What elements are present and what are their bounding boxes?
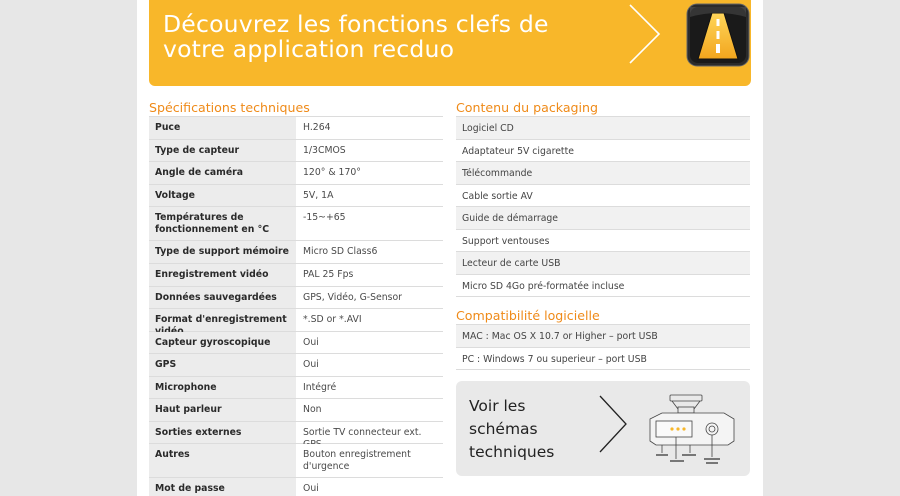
spec-label: Mot de passe [149, 478, 296, 496]
list-item: Guide de démarrage [456, 206, 750, 229]
list-item: Logiciel CD [456, 116, 750, 139]
specs-title: Spécifications techniques [149, 100, 310, 115]
page-content [137, 0, 763, 496]
spec-label: Autres [149, 444, 296, 477]
dashcam-schematic-image [642, 391, 742, 469]
spec-value: PAL 25 Fps [296, 264, 443, 286]
list-item: Télécommande [456, 161, 750, 184]
table-row [149, 240, 443, 263]
schemas-link[interactable] [456, 381, 750, 476]
table-row [149, 206, 443, 240]
banner-title-line-1: Découvrez les fonctions clefs de [163, 10, 549, 38]
spec-value: Oui [296, 332, 443, 354]
spec-label: Format d'enregistrement [149, 309, 296, 331]
compat-title: Compatibilité logicielle [456, 308, 600, 323]
spec-label: Voltage [149, 185, 296, 207]
table-row [149, 443, 443, 477]
list-item: Support ventouses [456, 229, 750, 252]
list-item: PC : Windows 7 ou superieur – port USB [456, 347, 750, 370]
table-row [149, 161, 443, 184]
spec-label: Températures de fonctionnement en °C [149, 207, 296, 240]
table-row [149, 116, 443, 139]
schemas-line-1: Voir les [469, 397, 526, 415]
spec-value: Non [296, 399, 443, 421]
schemas-line-3: techniques [469, 443, 555, 461]
spec-label: Données sauvegardées [149, 287, 296, 309]
table-row [149, 421, 443, 444]
table-row [149, 331, 443, 354]
table-row [149, 286, 443, 309]
table-row [149, 184, 443, 207]
spec-label: Enregistrement vidéo [149, 264, 296, 286]
compat-list [456, 324, 750, 370]
spec-value: GPS, Vidéo, G-Sensor [296, 287, 443, 309]
spec-label: Microphone [149, 377, 296, 399]
spec-label: Haut parleur [149, 399, 296, 421]
spec-value: H.264 [296, 117, 443, 139]
schemas-line-2: schémas [469, 420, 538, 438]
recduo-road-app-icon[interactable] [686, 3, 750, 67]
features-banner[interactable] [149, 0, 751, 86]
banner-title [163, 12, 603, 62]
list-item: Lecteur de carte USB [456, 251, 750, 274]
spec-label: Angle de caméra [149, 162, 296, 184]
chevron-right-icon [598, 394, 628, 454]
spec-label: Type de capteur [149, 140, 296, 162]
packaging-list [456, 116, 750, 297]
specs-table [149, 116, 443, 496]
list-item: Cable sortie AV [456, 184, 750, 207]
spec-label: Capteur gyroscopique [149, 332, 296, 354]
spec-value: 1/3CMOS [296, 140, 443, 162]
spec-label: GPS [149, 354, 296, 376]
chevron-right-icon [627, 2, 663, 66]
table-row [149, 263, 443, 286]
spec-value: 120° & 170° [296, 162, 443, 184]
schemas-label [469, 395, 589, 464]
table-row [149, 353, 443, 376]
spec-value: 5V, 1A [296, 185, 443, 207]
spec-value: Oui [296, 478, 443, 496]
list-item: Micro SD 4Go pré-formatée incluse [456, 274, 750, 297]
table-row [149, 308, 443, 331]
spec-value: *.SD or *.AVI [296, 309, 443, 331]
spec-value: -15~+65 [296, 207, 443, 240]
table-row [149, 477, 443, 496]
table-row [149, 376, 443, 399]
spec-value: Sortie TV connecteur ext. [296, 422, 443, 444]
list-item: Adaptateur 5V cigarette [456, 139, 750, 162]
spec-label: Puce [149, 117, 296, 139]
spec-value: Oui [296, 354, 443, 376]
spec-value: Intégré [296, 377, 443, 399]
spec-value: Bouton enregistrement d'urgence [296, 444, 443, 477]
list-item: MAC : Mac OS X 10.7 or Higher – port USB [456, 324, 750, 347]
table-row [149, 398, 443, 421]
table-row [149, 139, 443, 162]
banner-title-line-2: votre application recduo [163, 35, 455, 63]
packaging-title: Contenu du packaging [456, 100, 599, 115]
spec-label: Type de support mémoire [149, 241, 296, 263]
spec-label: Sorties externes [149, 422, 296, 444]
spec-value: Micro SD Class6 [296, 241, 443, 263]
